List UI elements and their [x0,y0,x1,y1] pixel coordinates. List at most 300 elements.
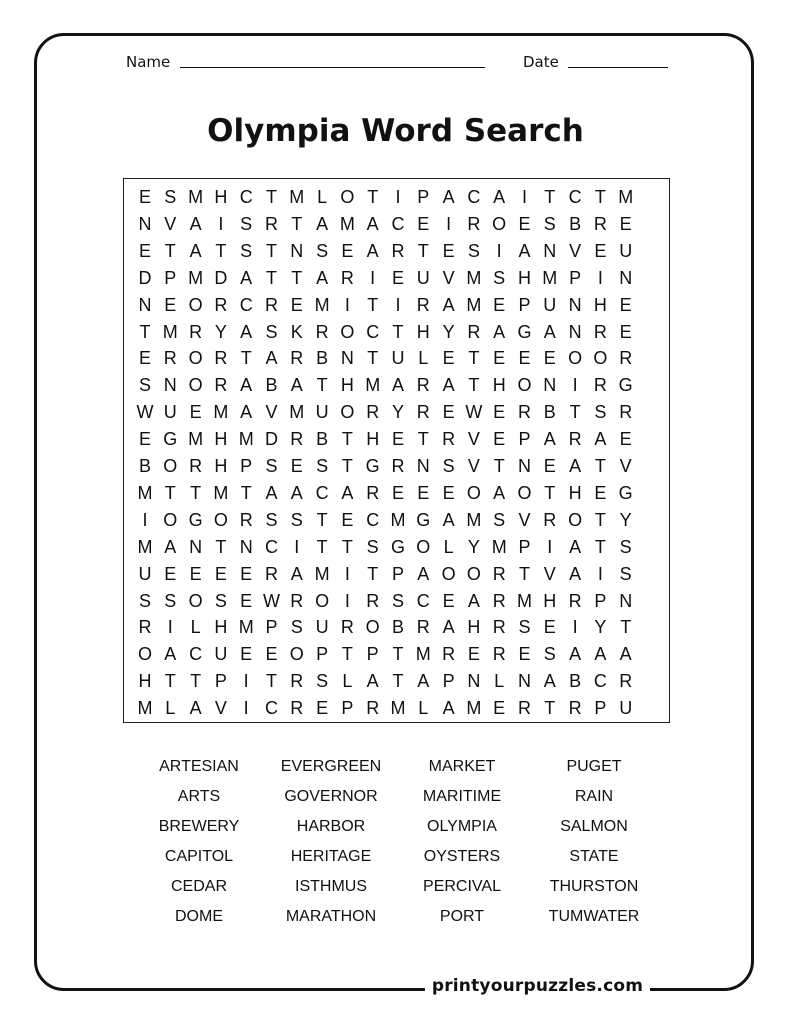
grid-letter[interactable]: P [518,536,531,557]
grid-letter[interactable]: A [442,375,455,396]
grid-letter[interactable]: I [142,509,148,530]
grid-letter[interactable]: H [416,321,430,342]
grid-letter[interactable]: T [493,456,505,476]
grid-letter[interactable]: U [543,294,557,315]
grid-letter[interactable]: T [544,482,556,503]
grid-letter[interactable]: T [139,321,151,342]
grid-letter[interactable]: L [165,698,176,719]
grid-letter[interactable]: A [164,536,177,557]
grid-letter[interactable]: A [569,456,582,476]
grid-letter[interactable]: Y [467,536,480,557]
grid-letter[interactable]: M [188,429,204,450]
grid-letter[interactable]: R [492,644,506,665]
grid-letter[interactable]: O [517,375,532,396]
grid-letter[interactable]: E [493,402,506,423]
grid-letter[interactable]: T [468,375,480,396]
grid-letter[interactable]: I [243,698,249,719]
grid-letter[interactable]: M [188,187,204,207]
grid-letter[interactable]: V [265,402,278,423]
grid-letter[interactable]: T [341,429,353,450]
grid-letter[interactable]: R [593,321,607,342]
grid-letter[interactable]: A [543,671,556,692]
grid-letter[interactable]: T [266,240,277,261]
grid-letter[interactable]: T [367,294,379,315]
grid-letter[interactable]: I [344,590,350,611]
grid-letter[interactable]: E [290,294,303,315]
grid-letter[interactable]: L [190,617,201,638]
grid-letter[interactable]: M [289,402,305,423]
grid-letter[interactable]: M [137,698,153,719]
grid-letter[interactable]: Y [214,321,227,342]
grid-letter[interactable]: U [416,267,430,288]
grid-letter[interactable]: A [240,267,253,288]
grid-letter[interactable]: A [543,429,556,450]
grid-letter[interactable]: A [493,187,506,207]
grid-letter[interactable]: A [265,348,278,369]
grid-letter[interactable]: R [391,240,405,261]
grid-letter[interactable]: T [468,348,480,369]
grid-letter[interactable]: S [316,671,329,692]
grid-letter[interactable]: O [188,348,203,369]
grid-letter[interactable]: R [492,590,506,611]
grid-letter[interactable]: N [619,590,633,611]
grid-letter[interactable]: A [442,187,455,207]
grid-letter[interactable]: R [568,698,582,719]
grid-letter[interactable]: E [442,240,455,261]
grid-letter[interactable]: C [265,698,278,719]
grid-letter[interactable]: A [240,321,253,342]
grid-letter[interactable]: M [314,563,330,584]
grid-letter[interactable]: A [164,644,177,665]
grid-letter[interactable]: A [366,213,379,234]
grid-letter[interactable]: O [137,644,152,665]
grid-letter[interactable]: A [467,590,480,611]
grid-letter[interactable]: C [416,590,430,611]
grid-letter[interactable]: T [594,536,606,557]
grid-letter[interactable]: T [569,402,581,423]
grid-letter[interactable]: U [214,644,228,665]
grid-letter[interactable]: S [265,321,278,342]
grid-letter[interactable]: R [416,402,430,423]
grid-letter[interactable]: E [518,348,531,369]
grid-letter[interactable]: R [163,348,177,369]
grid-letter[interactable]: S [543,213,556,234]
grid-letter[interactable]: T [367,348,379,369]
grid-letter[interactable]: R [366,590,380,611]
grid-letter[interactable]: A [290,563,303,584]
grid-letter[interactable]: N [543,375,557,396]
grid-letter[interactable]: A [594,644,607,665]
grid-letter[interactable]: C [239,187,253,207]
grid-letter[interactable]: R [265,213,278,234]
grid-letter[interactable]: L [443,536,454,557]
grid-letter[interactable]: O [188,590,203,611]
grid-letter[interactable]: N [518,671,531,692]
grid-letter[interactable]: M [289,187,305,207]
grid-letter[interactable]: U [619,698,633,719]
grid-letter[interactable]: R [138,617,152,638]
grid-letter[interactable]: P [391,563,404,584]
grid-letter[interactable]: O [340,187,355,207]
grid-letter[interactable]: B [569,213,582,234]
grid-letter[interactable]: E [214,563,227,584]
grid-letter[interactable]: A [341,482,354,503]
grid-letter[interactable]: I [446,213,452,234]
grid-letter[interactable]: G [365,456,380,476]
grid-letter[interactable]: E [493,294,506,315]
grid-letter[interactable]: T [164,240,176,261]
grid-letter[interactable]: I [572,617,578,638]
grid-letter[interactable]: N [340,348,354,369]
grid-letter[interactable]: H [593,294,607,315]
grid-letter[interactable]: H [568,482,582,503]
grid-letter[interactable]: P [569,267,582,288]
grid-letter[interactable]: P [442,671,455,692]
grid-letter[interactable]: R [518,698,531,719]
grid-letter[interactable]: A [240,375,253,396]
grid-letter[interactable]: N [518,456,531,476]
grid-letter[interactable]: E [518,644,531,665]
grid-letter[interactable]: A [391,375,404,396]
grid-letter[interactable]: A [594,429,607,450]
grid-letter[interactable]: A [366,671,379,692]
grid-letter[interactable]: A [518,240,531,261]
grid-letter[interactable]: I [218,213,224,234]
grid-letter[interactable]: P [240,456,253,476]
grid-letter[interactable]: R [265,294,278,315]
grid-letter[interactable]: E [138,429,151,450]
grid-letter[interactable]: M [188,267,204,288]
grid-letter[interactable]: R [391,456,405,476]
grid-letter[interactable]: R [442,429,456,450]
grid-letter[interactable]: R [492,617,506,638]
grid-letter[interactable]: A [417,563,430,584]
grid-letter[interactable]: T [341,536,353,557]
grid-letter[interactable]: A [290,482,303,503]
grid-letter[interactable]: R [416,617,430,638]
grid-letter[interactable]: Y [619,509,632,530]
grid-letter[interactable]: T [240,482,252,503]
grid-letter[interactable]: O [365,617,380,638]
grid-letter[interactable]: G [517,321,532,342]
grid-letter[interactable]: P [366,644,379,665]
grid-letter[interactable]: R [189,321,203,342]
grid-letter[interactable]: G [618,375,633,396]
grid-letter[interactable]: T [266,267,277,288]
grid-letter[interactable]: H [366,429,380,450]
grid-letter[interactable]: L [494,671,505,692]
grid-letter[interactable]: R [467,321,481,342]
grid-letter[interactable]: O [517,482,532,503]
grid-letter[interactable]: I [370,267,376,288]
grid-letter[interactable]: A [442,698,455,719]
grid-letter[interactable]: U [315,617,329,638]
grid-letter[interactable]: U [391,348,405,369]
grid-letter[interactable]: Y [442,321,455,342]
grid-letter[interactable]: A [543,321,556,342]
grid-letter[interactable]: C [391,213,405,234]
grid-letter[interactable]: H [518,267,531,288]
grid-letter[interactable]: T [316,536,328,557]
grid-letter[interactable]: E [240,644,253,665]
grid-letter[interactable]: O [340,402,355,423]
grid-letter[interactable]: E [138,348,151,369]
grid-letter[interactable]: B [569,671,582,692]
grid-letter[interactable]: T [367,187,379,207]
grid-letter[interactable]: V [164,213,177,234]
grid-letter[interactable]: E [290,456,303,476]
grid-letter[interactable]: N [290,240,304,261]
grid-letter[interactable]: T [544,187,556,207]
grid-letter[interactable]: S [316,456,329,476]
grid-letter[interactable]: C [593,671,607,692]
grid-letter[interactable]: T [620,617,632,638]
grid-letter[interactable]: N [138,213,152,234]
grid-letter[interactable]: H [214,617,228,638]
grid-letter[interactable]: P [417,187,430,207]
grid-letter[interactable]: D [214,267,228,288]
grid-letter[interactable]: H [543,590,557,611]
grid-letter[interactable]: T [417,429,429,450]
grid-letter[interactable]: I [395,187,401,207]
grid-letter[interactable]: Y [594,617,607,638]
grid-letter[interactable]: T [291,213,303,234]
grid-letter[interactable]: R [214,348,228,369]
grid-letter[interactable]: R [619,348,633,369]
grid-letter[interactable]: T [392,644,404,665]
grid-letter[interactable]: R [442,644,456,665]
grid-letter[interactable]: S [214,590,227,611]
grid-letter[interactable]: N [189,536,203,557]
grid-letter[interactable]: A [240,402,253,423]
grid-letter[interactable]: Y [391,402,404,423]
grid-letter[interactable]: S [240,213,253,234]
name-line[interactable] [180,67,485,68]
grid-letter[interactable]: C [568,187,582,207]
grid-letter[interactable]: S [619,536,632,557]
grid-letter[interactable]: T [240,348,252,369]
grid-letter[interactable]: R [366,482,380,503]
grid-letter[interactable]: A [493,482,506,503]
grid-letter[interactable]: S [164,590,177,611]
grid-letter[interactable]: P [316,644,329,665]
grid-letter[interactable]: S [138,375,151,396]
grid-letter[interactable]: R [593,213,607,234]
grid-letter[interactable]: E [164,294,177,315]
grid-letter[interactable]: E [341,240,354,261]
grid-letter[interactable]: E [138,240,151,261]
grid-letter[interactable]: P [518,294,531,315]
grid-letter[interactable]: A [189,240,202,261]
grid-letter[interactable]: O [289,644,304,665]
grid-letter[interactable]: E [493,698,506,719]
date-line[interactable] [568,67,668,68]
grid-letter[interactable]: M [238,429,254,450]
grid-letter[interactable]: H [492,375,506,396]
grid-letter[interactable]: S [543,644,556,665]
grid-letter[interactable]: M [466,698,482,719]
grid-letter[interactable]: P [214,671,227,692]
grid-letter[interactable]: T [367,563,379,584]
grid-letter[interactable]: I [521,187,527,207]
grid-letter[interactable]: M [137,536,153,557]
grid-letter[interactable]: B [316,429,329,450]
grid-letter[interactable]: M [339,213,355,234]
grid-letter[interactable]: S [164,187,177,207]
grid-letter[interactable]: O [163,456,178,476]
grid-letter[interactable]: R [416,294,430,315]
grid-letter[interactable]: N [568,321,582,342]
grid-letter[interactable]: A [189,698,202,719]
grid-letter[interactable]: N [163,375,177,396]
grid-letter[interactable]: H [214,456,228,476]
grid-letter[interactable]: T [417,240,429,261]
grid-letter[interactable]: G [163,429,178,450]
grid-letter[interactable]: R [340,617,354,638]
grid-letter[interactable]: P [341,698,354,719]
grid-letter[interactable]: T [519,563,530,584]
grid-letter[interactable]: E [316,698,329,719]
grid-letter[interactable]: A [189,213,202,234]
grid-letter[interactable]: N [239,536,253,557]
grid-letter[interactable]: A [493,321,506,342]
grid-letter[interactable]: E [619,294,632,315]
grid-letter[interactable]: V [569,240,582,261]
grid-letter[interactable]: M [415,644,431,665]
grid-letter[interactable]: E [189,402,202,423]
grid-letter[interactable]: M [238,617,254,638]
grid-letter[interactable]: I [597,563,603,584]
grid-letter[interactable]: O [188,294,203,315]
grid-letter[interactable]: P [518,429,531,450]
grid-letter[interactable]: R [366,402,380,423]
grid-letter[interactable]: E [442,590,455,611]
grid-letter[interactable]: E [391,267,404,288]
grid-letter[interactable]: G [618,482,633,503]
grid-letter[interactable]: O [441,563,456,584]
grid-letter[interactable]: R [619,671,633,692]
grid-letter[interactable]: H [138,671,152,692]
grid-letter[interactable]: E [619,213,632,234]
grid-letter[interactable]: M [517,590,532,611]
grid-letter[interactable]: R [619,402,633,423]
grid-letter[interactable]: R [366,698,380,719]
grid-letter[interactable]: V [543,563,556,584]
grid-letter[interactable]: H [214,187,228,207]
grid-letter[interactable]: H [214,429,228,450]
grid-letter[interactable]: I [597,267,603,288]
grid-letter[interactable]: T [392,671,404,692]
grid-letter[interactable]: A [265,482,278,503]
grid-letter[interactable]: S [290,617,303,638]
grid-letter[interactable]: T [341,644,353,665]
grid-letter[interactable]: T [392,321,404,342]
grid-letter[interactable]: E [619,321,632,342]
grid-letter[interactable]: T [291,267,303,288]
grid-letter[interactable]: E [493,429,506,450]
grid-letter[interactable]: W [465,402,483,423]
grid-letter[interactable]: S [316,240,329,261]
grid-letter[interactable]: S [493,509,506,530]
grid-letter[interactable]: M [162,321,178,342]
grid-letter[interactable]: T [544,698,556,719]
grid-letter[interactable]: T [266,187,277,207]
grid-letter[interactable]: M [390,698,406,719]
grid-letter[interactable]: R [543,509,557,530]
grid-letter[interactable]: M [618,187,634,207]
grid-letter[interactable]: T [215,240,227,261]
grid-letter[interactable]: R [568,590,582,611]
grid-letter[interactable]: I [344,294,350,315]
grid-letter[interactable]: E [442,482,455,503]
grid-letter[interactable]: U [315,402,329,423]
grid-letter[interactable]: C [189,644,203,665]
grid-letter[interactable]: N [467,671,481,692]
grid-letter[interactable]: O [315,590,330,611]
grid-letter[interactable]: A [569,536,582,557]
grid-letter[interactable]: B [138,456,151,476]
grid-letter[interactable]: E [391,429,404,450]
grid-letter[interactable]: M [314,294,330,315]
grid-letter[interactable]: E [442,348,455,369]
grid-letter[interactable]: E [594,482,607,503]
grid-letter[interactable]: A [290,375,303,396]
grid-letter[interactable]: R [518,402,531,423]
grid-letter[interactable]: B [543,402,556,423]
grid-letter[interactable]: A [442,294,455,315]
grid-letter[interactable]: M [213,402,229,423]
grid-letter[interactable]: E [467,644,480,665]
grid-letter[interactable]: E [265,644,278,665]
grid-letter[interactable]: I [547,536,553,557]
grid-letter[interactable]: E [240,563,253,584]
grid-letter[interactable]: S [391,590,404,611]
grid-letter[interactable]: K [290,321,303,342]
grid-letter[interactable]: I [395,294,401,315]
grid-letter[interactable]: E [341,509,354,530]
grid-letter[interactable]: D [265,429,278,450]
grid-letter[interactable]: A [316,267,329,288]
grid-letter[interactable]: S [265,509,278,530]
grid-letter[interactable]: T [164,671,176,692]
grid-letter[interactable]: R [568,429,582,450]
grid-letter[interactable]: T [594,509,606,530]
grid-letter[interactable]: C [239,294,253,315]
grid-letter[interactable]: M [542,267,558,288]
grid-letter[interactable]: E [543,456,556,476]
grid-letter[interactable]: O [163,509,178,530]
grid-letter[interactable]: I [344,563,350,584]
grid-letter[interactable]: A [417,671,430,692]
grid-letter[interactable]: C [467,187,481,207]
grid-letter[interactable]: R [290,698,304,719]
grid-letter[interactable]: R [290,348,304,369]
grid-letter[interactable]: S [594,402,607,423]
grid-letter[interactable]: A [316,213,329,234]
grid-letter[interactable]: R [290,590,304,611]
grid-letter[interactable]: A [569,563,582,584]
grid-letter[interactable]: L [418,348,429,369]
grid-letter[interactable]: S [442,456,455,476]
grid-letter[interactable]: R [239,509,253,530]
grid-letter[interactable]: O [188,375,203,396]
grid-letter[interactable]: A [442,617,455,638]
grid-letter[interactable]: B [316,348,329,369]
grid-letter[interactable]: N [543,240,557,261]
grid-letter[interactable]: I [243,671,249,692]
grid-letter[interactable]: M [365,375,381,396]
grid-letter[interactable]: M [137,482,153,503]
